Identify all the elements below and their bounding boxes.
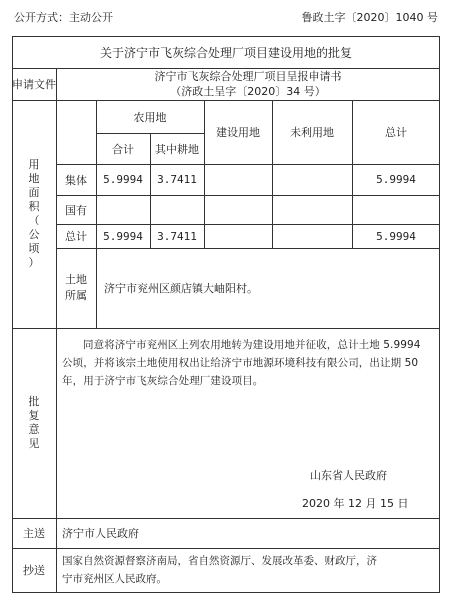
cell-state-agri	[96, 195, 150, 224]
header-unused: 未利用地	[290, 126, 334, 139]
application-label: 申请文件	[12, 78, 56, 91]
approval-date: 2020 年 12 月 15 日	[302, 497, 409, 510]
land-area-side-label: 用 地 面 积 （ 公 顷 ）	[28, 158, 40, 269]
issuer: 山东省人民政府	[310, 469, 387, 482]
ownership-value: 济宁市兖州区颜店镇大岫阳村。	[104, 282, 258, 295]
main-recipient-value: 济宁市人民政府	[62, 527, 139, 540]
row-label-state: 国有	[65, 203, 87, 217]
cell-state-construction	[204, 195, 272, 224]
approval-text: 同意将济宁市兖州区上列农用地转为建设用地并征收，总计土地 5.9994 公顷，并将该宗土地使用权出让给济宁市地源环境科技有限公司，出让期 50 年，用于济宁市飞灰综合处理厂建设项目。	[62, 339, 421, 387]
cell-collective-construction	[204, 164, 272, 195]
document-title: 关于济宁市飞灰综合处理厂项目建设用地的批复	[99, 45, 352, 60]
application-line-2: （济政土呈字〔2020〕34 号）	[170, 85, 326, 98]
cell-sum-unused	[272, 224, 352, 248]
cc-line-2: 宁市兖州区人民政府。	[62, 573, 167, 585]
approval-table	[12, 36, 440, 593]
cell-sum-construction	[204, 224, 272, 248]
document-number: 鲁政土字〔2020〕1040 号	[301, 11, 438, 24]
cell-collective-agri: 5.9994	[103, 173, 143, 186]
cell-sum-agri: 5.9994	[103, 229, 143, 243]
cell-collective-total: 5.9994	[376, 173, 416, 186]
application-line-1: 济宁市飞灰综合处理厂项目呈报申请书	[154, 70, 342, 83]
header-cultivated: 其中耕地	[155, 142, 199, 156]
main-recipient-label: 主送	[23, 527, 45, 540]
header-total: 总计	[385, 126, 407, 139]
header-subtotal: 合计	[112, 142, 134, 156]
cell-state-total	[352, 195, 440, 224]
row-label-sum: 总计	[65, 230, 87, 243]
cell-collective-unused	[272, 164, 352, 195]
cc-line-1: 国家自然资源督察济南局，省自然资源厅、发展改革委、财政厅，济	[62, 555, 377, 567]
cell-sum-total: 5.9994	[376, 229, 416, 243]
row-label-collective: 集体	[65, 173, 87, 187]
cell-sum-cultivated: 3.7411	[157, 229, 197, 243]
header-construction: 建设用地	[216, 126, 260, 139]
cell-collective-cultivated: 3.7411	[157, 173, 197, 186]
application-document	[56, 68, 440, 100]
ownership-label: 土地 所属	[65, 273, 87, 302]
disclosure-mode: 公开方式：主动公开	[14, 11, 113, 24]
approval-side-label: 批 复 意 见	[28, 395, 40, 450]
cell-state-unused	[272, 195, 352, 224]
cc-value	[56, 548, 440, 592]
header-agricultural-land: 农用地	[133, 110, 167, 124]
cc-label: 抄送	[23, 564, 45, 577]
cell-state-cultivated	[150, 195, 204, 224]
